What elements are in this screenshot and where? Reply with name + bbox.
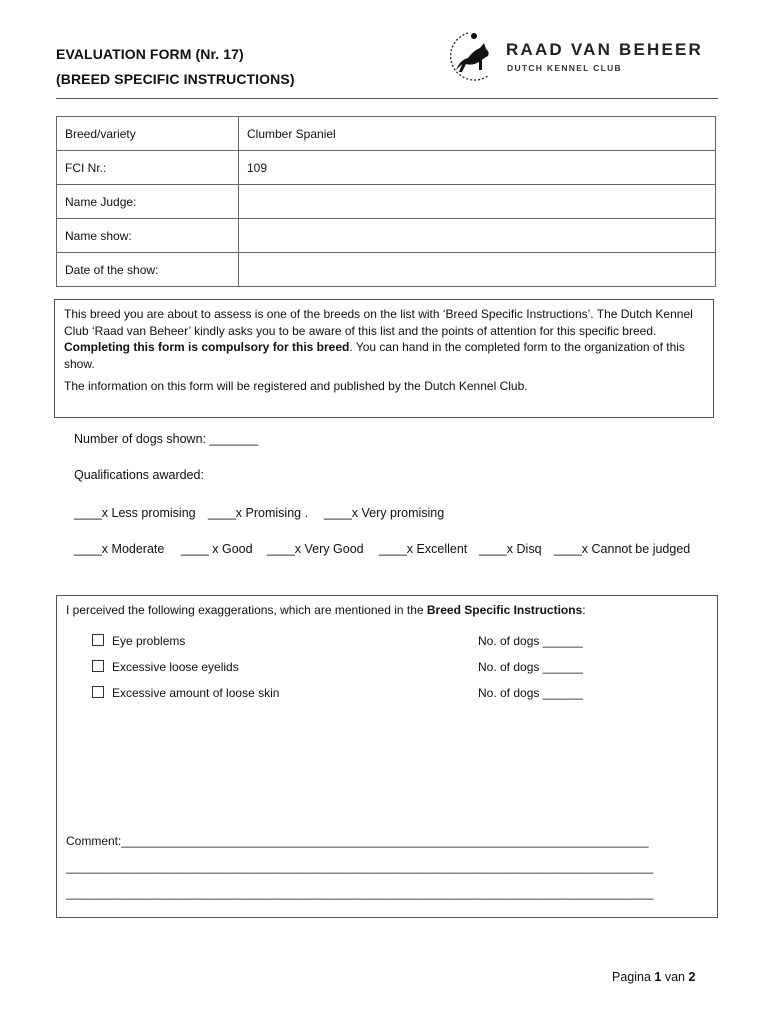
show-date-field[interactable]	[239, 253, 716, 287]
brand-name: RAAD VAN BEHEER	[506, 40, 704, 59]
loose-eyelids-checkbox[interactable]	[92, 660, 104, 672]
less-promising-field[interactable]: ____x Less promising	[74, 506, 196, 520]
moderate-field[interactable]: ____x Moderate	[74, 542, 165, 556]
breed-label: Breed/variety	[57, 117, 239, 151]
loose-eyelids-label: Excessive loose eyelids	[112, 660, 239, 674]
excellent-field[interactable]: ____x Excellent	[379, 542, 468, 556]
qualifications-label: Qualifications awarded:	[74, 468, 204, 482]
loose-skin-item	[92, 686, 279, 700]
loose-skin-checkbox[interactable]	[92, 686, 104, 698]
exaggerations-intro: I perceived the following exaggerations, which are mentioned in the Breed Specific Instructions:	[66, 603, 586, 617]
show-name-label: Name show:	[57, 219, 239, 253]
table-row	[57, 117, 716, 151]
judge-label: Name Judge:	[57, 185, 239, 219]
form-title: EVALUATION FORM (Nr. 17)	[56, 46, 244, 62]
eye-problems-count[interactable]: No. of dogs ______	[478, 634, 583, 648]
table-row	[57, 253, 716, 287]
loose-eyelids-count[interactable]: No. of dogs ______	[478, 660, 583, 674]
table-row	[57, 151, 716, 185]
show-name-field[interactable]	[239, 219, 716, 253]
loose-skin-label: Excessive amount of loose skin	[112, 686, 280, 700]
dog-logo-icon	[438, 30, 500, 84]
notice-registration: The information on this form will be registered and published by the Dutch Kennel Club.	[64, 379, 528, 393]
comment-line[interactable]: ________________________________________________________________________________________	[66, 886, 654, 900]
eye-problems-checkbox[interactable]	[92, 634, 104, 646]
comment-line[interactable]: ________________________________________________________________________________________	[66, 860, 654, 874]
info-table	[56, 116, 716, 287]
cannot-be-judged-field[interactable]: ____x Cannot be judged	[554, 542, 691, 556]
notice-box	[54, 299, 714, 418]
eye-problems-item	[92, 634, 185, 648]
notice-paragraph: This breed you are about to assess is one of the breeds on the list with ‘Breed Specific Instructions’. The Dutch Kennel Club ‘Raad van Beheer’ kindly asks you to be aware of this list and the points of attention for this specific breed. Completing this form is compulsory for this breed. You can hand in the completed form to the organization of this show.	[64, 307, 693, 371]
dogs-shown-field[interactable]: Number of dogs shown: _______	[74, 432, 259, 446]
fci-label: FCI Nr.:	[57, 151, 239, 185]
header-divider	[56, 98, 718, 99]
bsi-text: Breed Specific Instructions	[426, 603, 583, 617]
breed-value[interactable]: Clumber Spaniel	[239, 117, 716, 151]
eye-problems-label: Eye problems	[112, 634, 186, 648]
good-field[interactable]: ____ x Good	[181, 542, 253, 556]
brand-subtitle: DUTCH KENNEL CLUB	[507, 63, 622, 73]
table-row	[57, 219, 716, 253]
fci-value[interactable]: 109	[239, 151, 716, 185]
loose-skin-count[interactable]: No. of dogs ______	[478, 686, 583, 700]
disq-field[interactable]: ____x Disq	[479, 542, 542, 556]
very-promising-field[interactable]: ____x Very promising	[324, 506, 445, 520]
table-row	[57, 185, 716, 219]
form-subtitle: (BREED SPECIFIC INSTRUCTIONS)	[56, 71, 295, 87]
show-date-label: Date of the show:	[57, 253, 239, 287]
loose-eyelids-item	[92, 660, 239, 674]
promising-field[interactable]: ____x Promising .	[208, 506, 309, 520]
compulsory-text: Completing this form is compulsory for this breed	[64, 340, 350, 354]
comment-field[interactable]: Comment:_______________________________________________________________________________	[66, 834, 649, 848]
judge-field[interactable]	[239, 185, 716, 219]
page-number: Pagina 1 van 2	[612, 970, 696, 984]
very-good-field[interactable]: ____x Very Good	[267, 542, 364, 556]
